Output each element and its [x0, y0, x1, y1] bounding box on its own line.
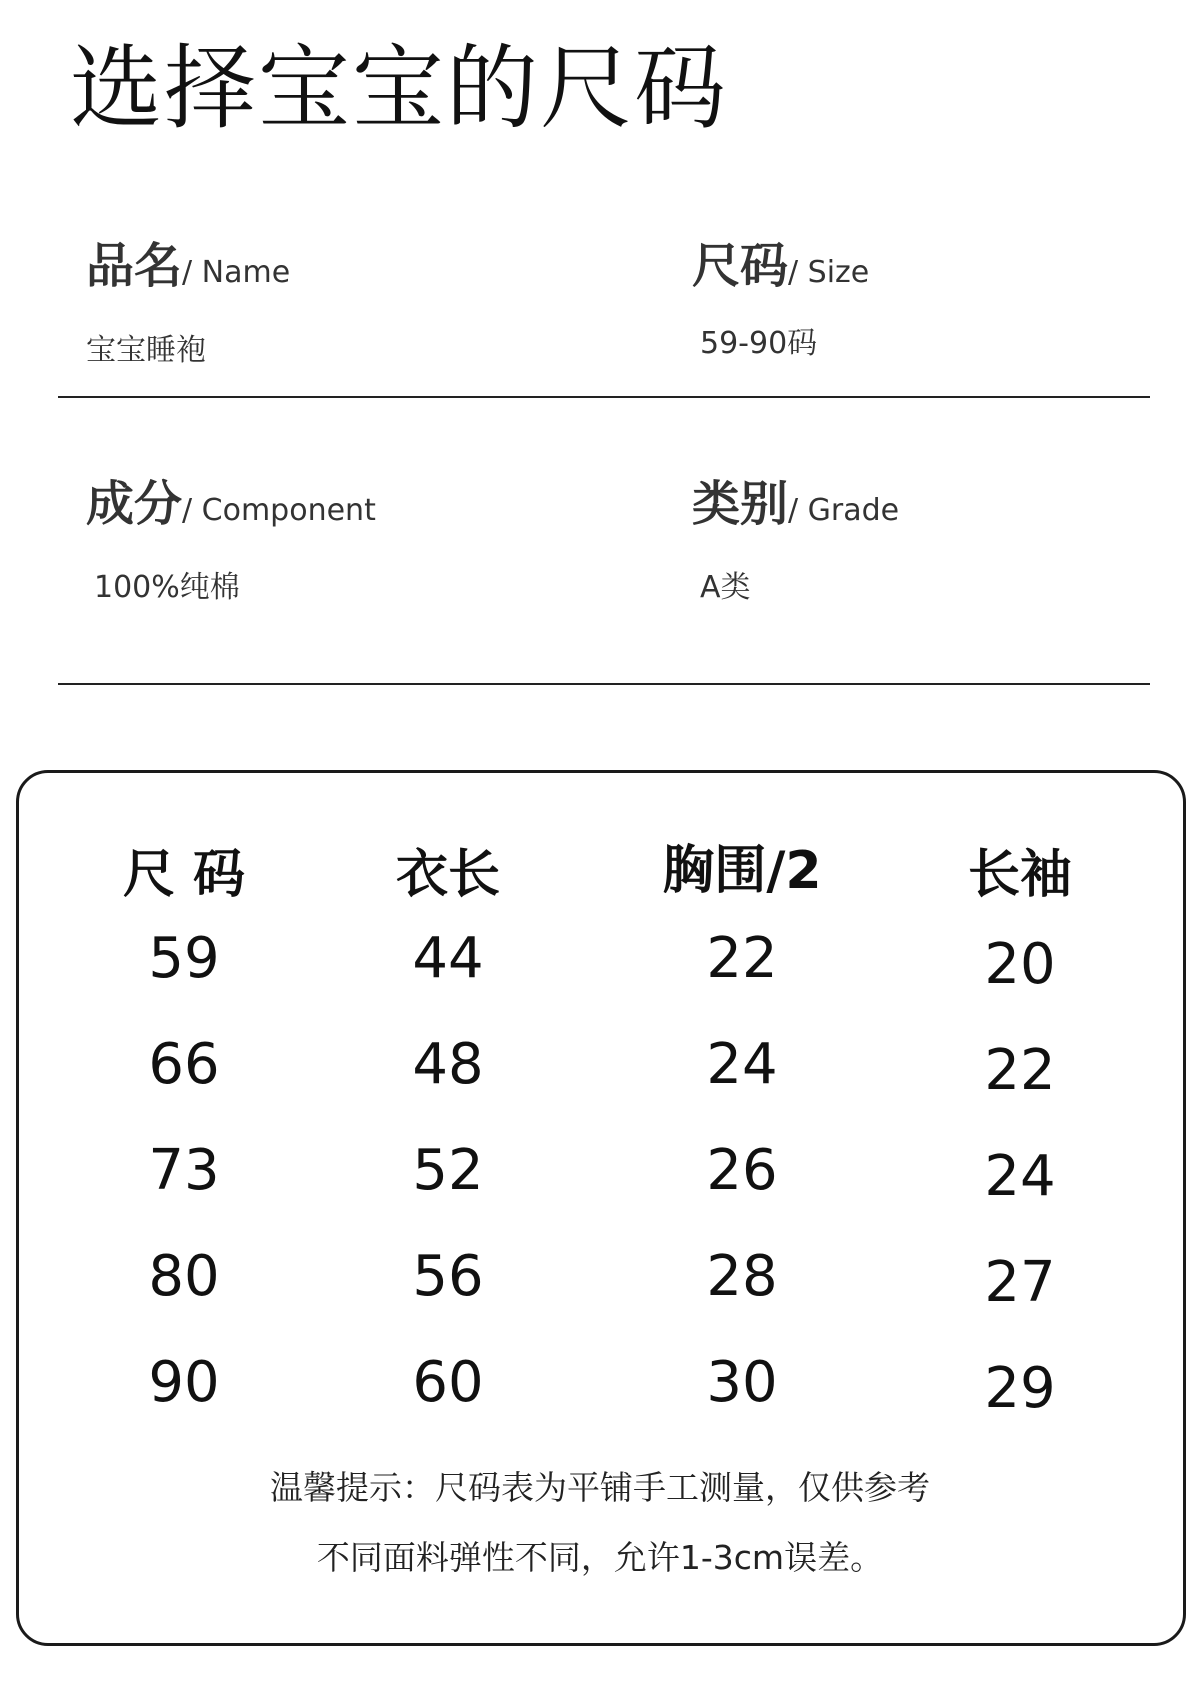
- field-grade-label: 类别: [692, 476, 789, 532]
- table-cell: 44: [412, 926, 484, 991]
- field-name: [86, 238, 291, 294]
- field-name-label: 品名: [86, 238, 183, 294]
- table-cell: 26: [706, 1138, 778, 1203]
- table-cell: 22: [984, 1038, 1056, 1103]
- table-header-chest: 胸围/2: [662, 841, 822, 901]
- table-cell: 60: [412, 1350, 484, 1415]
- table-header-length: 衣长: [395, 845, 500, 905]
- field-grade-en: / Grade: [788, 493, 900, 528]
- field-component-en: / Component: [182, 493, 376, 528]
- field-name-value: 宝宝睡袍: [86, 333, 206, 368]
- table-cell: 80: [148, 1244, 220, 1309]
- divider-top: [58, 396, 1150, 398]
- field-size: [692, 238, 870, 294]
- field-grade-value: A类: [700, 570, 751, 605]
- table-cell: 90: [148, 1350, 220, 1415]
- table-cell: 59: [148, 926, 220, 991]
- field-grade-value-wrap: [700, 562, 751, 606]
- page-title: 选择宝宝的尺码: [70, 35, 729, 142]
- table-cell: 27: [984, 1250, 1056, 1315]
- table-cell: 73: [148, 1138, 220, 1203]
- table-cell: 30: [706, 1350, 778, 1415]
- field-name-value-wrap: [86, 325, 206, 369]
- table-header-sleeve: 长袖: [967, 845, 1072, 905]
- field-component: [86, 476, 376, 532]
- field-component-value: 100%纯棉: [94, 570, 240, 605]
- table-cell: 48: [412, 1032, 484, 1097]
- note-line-1: 温馨提示：尺码表为平铺手工测量，仅供参考: [270, 1468, 930, 1507]
- table-header-size: 尺 码: [122, 845, 246, 905]
- field-size-value-wrap: [700, 318, 817, 362]
- table-cell: 56: [412, 1244, 484, 1309]
- field-grade: [692, 476, 900, 532]
- divider-bottom: [58, 683, 1150, 685]
- table-cell: 22: [706, 926, 778, 991]
- table-cell: 28: [706, 1244, 778, 1309]
- field-component-label: 成分: [86, 476, 183, 532]
- note-line-2: 不同面料弹性不同，允许1-3cm误差。: [316, 1538, 884, 1577]
- field-component-value-wrap: [94, 562, 240, 606]
- table-cell: 66: [148, 1032, 220, 1097]
- table-cell: 24: [706, 1032, 778, 1097]
- field-size-en: / Size: [788, 255, 870, 290]
- table-cell: 52: [412, 1138, 484, 1203]
- field-size-value: 59-90码: [700, 326, 818, 361]
- table-cell: 20: [984, 932, 1056, 997]
- table-cell: 29: [984, 1356, 1056, 1421]
- table-cell: 24: [984, 1144, 1056, 1209]
- field-name-en: / Name: [182, 255, 291, 290]
- field-size-label: 尺码: [692, 238, 789, 294]
